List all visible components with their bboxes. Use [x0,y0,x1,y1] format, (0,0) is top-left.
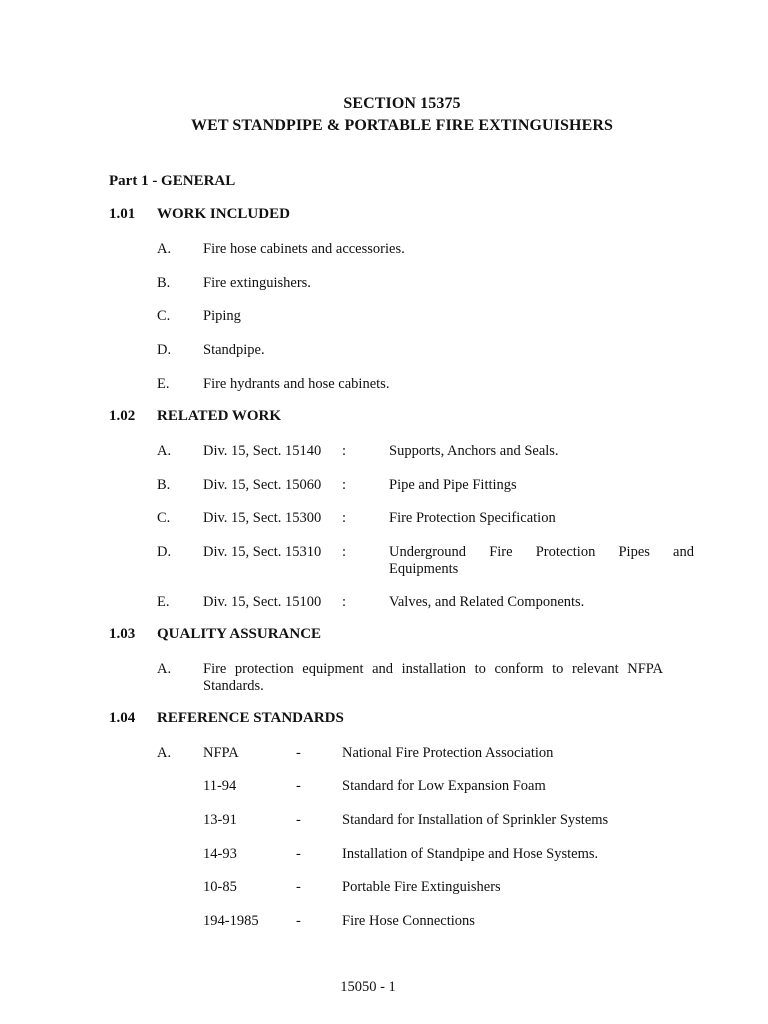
section-1-04-number: 1.04 [109,710,136,726]
standard-description: Standard for Installation of Sprinkler Systems [342,812,609,828]
list-item-letter: A. [157,241,172,257]
related-item-letter: C. [157,510,171,526]
related-item-reference: Div. 15, Sect. 15300 [203,510,322,526]
list-item-text: Fire hose cabinets and accessories. [203,241,405,257]
standard-code: 10-85 [203,879,237,895]
section-1-02-heading: RELATED WORK [157,408,282,424]
related-item-reference: Div. 15, Sect. 15140 [203,443,322,459]
quality-item-text: Fire protection equipment and installation to conform to relevant NFPA [203,661,663,677]
standard-separator: - [296,778,301,794]
section-1-02-number: 1.02 [109,408,136,424]
standard-separator: - [296,846,301,862]
related-item-description: Supports, Anchors and Seals. [389,443,559,459]
related-item-letter: D. [157,544,172,560]
quality-item-letter: A. [157,661,172,677]
list-item-letter: E. [157,376,170,392]
list-item-letter: C. [157,308,171,324]
standard-code: 14-93 [203,846,237,862]
related-item-letter: A. [157,443,172,459]
section-1-01-number: 1.01 [109,206,136,222]
standard-separator: - [296,812,301,828]
related-item-separator: : [342,443,347,459]
section-1-01-heading: WORK INCLUDED [157,206,290,222]
list-item-text: Piping [203,308,241,324]
related-item-description: Underground Fire Protection Pipes and [389,544,694,560]
related-item-letter: E. [157,594,170,610]
section-title: WET STANDPIPE & PORTABLE FIRE EXTINGUISHERS [190,117,614,134]
page-number: 15050 - 1 [340,979,396,995]
list-item-text: Fire hydrants and hose cabinets. [203,376,390,392]
standard-code: 194-1985 [203,913,259,929]
related-item-separator: : [342,510,347,526]
part-heading: Part 1 - GENERAL [109,173,236,189]
related-item-separator: : [342,477,347,493]
list-item-letter: B. [157,275,171,291]
related-item-separator: : [342,594,347,610]
standard-description: Fire Hose Connections [342,913,475,929]
list-item-letter: D. [157,342,172,358]
standard-separator: - [296,745,301,761]
section-1-03-number: 1.03 [109,626,136,642]
section-1-04-heading: REFERENCE STANDARDS [157,710,344,726]
related-item-description: Valves, and Related Components. [389,594,585,610]
section-1-03-heading: QUALITY ASSURANCE [157,626,322,642]
standard-description: Installation of Standpipe and Hose Systems. [342,846,599,862]
standard-description: Standard for Low Expansion Foam [342,778,546,794]
quality-item-text-continued: Standards. [203,678,264,694]
standard-separator: - [296,913,301,929]
list-item-text: Fire extinguishers. [203,275,311,291]
standard-description: National Fire Protection Association [342,745,554,761]
list-item-text: Standpipe. [203,342,265,358]
standard-code: 11-94 [203,778,237,794]
related-item-description: Fire Protection Specification [389,510,556,526]
standard-separator: - [296,879,301,895]
related-item-reference: Div. 15, Sect. 15310 [203,544,322,560]
related-item-letter: B. [157,477,171,493]
related-item-reference: Div. 15, Sect. 15060 [203,477,322,493]
related-item-description: Pipe and Pipe Fittings [389,477,517,493]
related-item-description-continued: Equipments [389,561,459,577]
standards-item-letter: A. [157,745,172,761]
standard-description: Portable Fire Extinguishers [342,879,501,895]
related-item-reference: Div. 15, Sect. 15100 [203,594,322,610]
related-item-separator: : [342,544,347,560]
section-number: SECTION 15375 [343,95,461,112]
standard-code: NFPA [203,745,239,761]
standard-code: 13-91 [203,812,237,828]
